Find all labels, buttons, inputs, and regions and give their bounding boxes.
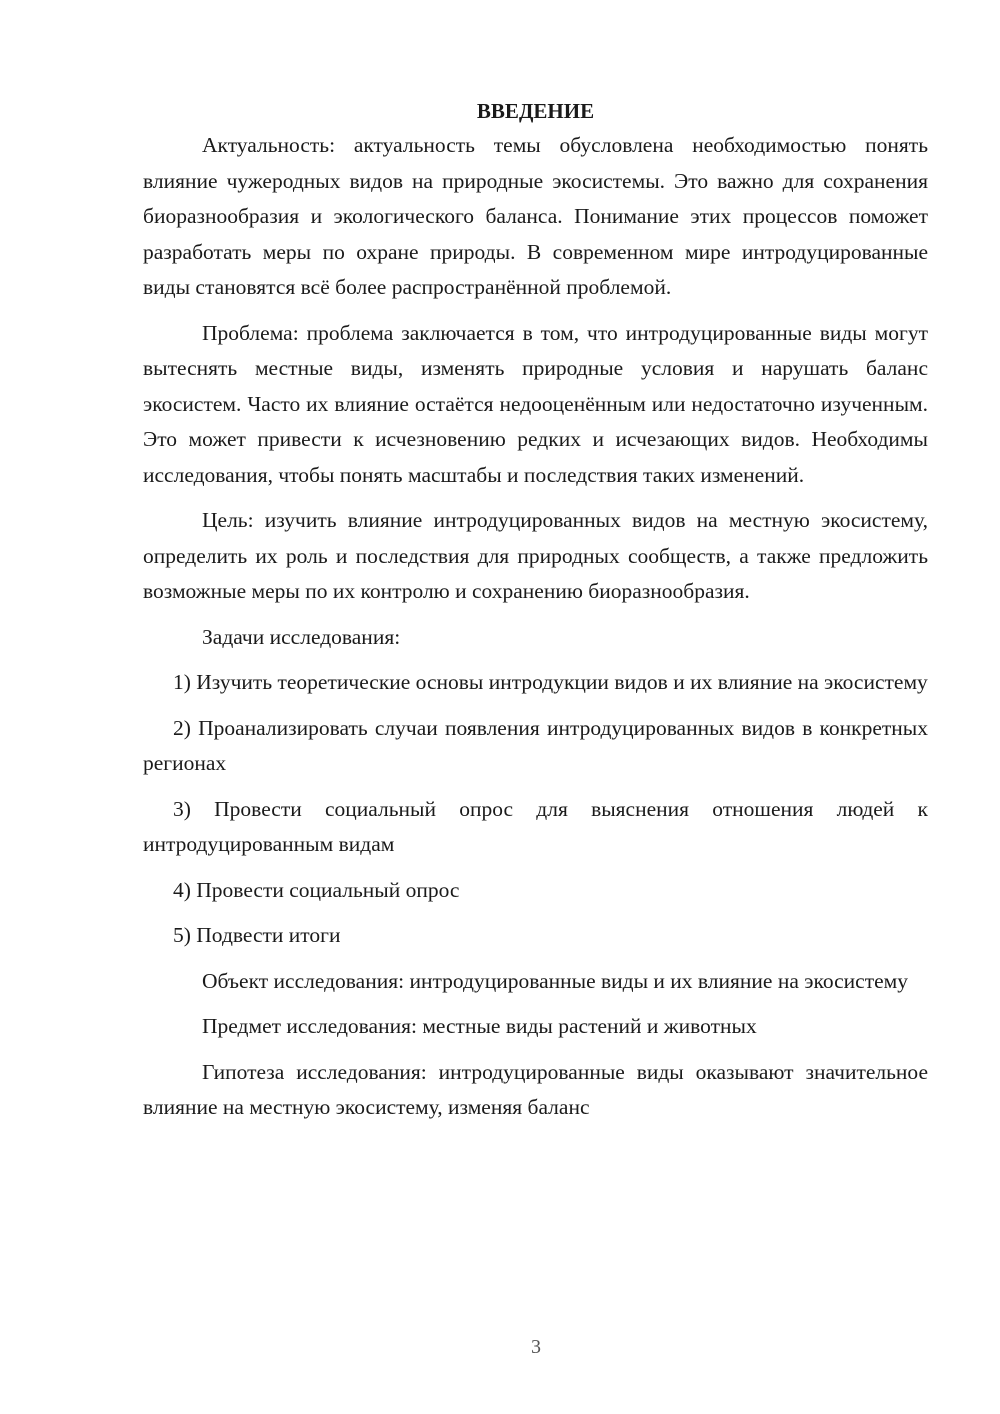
task-item-4: 4) Провести социальный опрос bbox=[173, 877, 460, 902]
task-item-3: 3) Провести социальный опрос для выяснения отношения людей к интродуцированным видам bbox=[143, 796, 928, 856]
subject-paragraph: Предмет исследования: местные виды растений и животных bbox=[202, 1014, 757, 1038]
page-number: 3 bbox=[531, 1336, 541, 1358]
tasks-heading: Задачи исследования: bbox=[202, 624, 401, 649]
task-item-2: 2) Проанализировать случаи появления интродуцированных видов в конкретных регионах bbox=[143, 715, 928, 775]
section-title: ВВЕДЕНИЕ bbox=[476, 99, 595, 123]
relevance-paragraph: Актуальность: актуальность темы обусловлена необходимостью понять влияние чужеродных видов на природные экосистемы. Это важно для сохранения биоразнообразия и экологического баланса. Понимание этих процессов поможет разработать меры по охране природы. В современном мире интродуцированные виды становятся всё более распространённой проблемой. bbox=[143, 133, 928, 299]
document-page bbox=[143, 96, 928, 1136]
problem-paragraph: Проблема: проблема заключается в том, что интродуцированные виды могут вытеснять местные виды, изменять природные условия и нарушать баланс экосистем. Часто их влияние остаётся недооценённым или недостаточно изученным. Это может привести к исчезновению редких и исчезающих видов. Необходимы исследования, чтобы понять масштабы и последствия таких изменений. bbox=[143, 320, 928, 487]
task-item-5: 5) Подвести итоги bbox=[173, 923, 341, 947]
goal-paragraph: Цель: изучить влияние интродуцированных видов на местную экосистему, определить их роль и последствия для природных сообществ, а также предложить возможные меры по их контролю и сохранению биоразнообразия. bbox=[143, 508, 928, 603]
hypothesis-paragraph: Гипотеза исследования: интродуцированные виды оказывают значительное влияние на местную экосистему, изменяя баланс bbox=[143, 1059, 928, 1119]
object-paragraph: Объект исследования: интродуцированные виды и их влияние на экосистему bbox=[202, 968, 909, 993]
task-item-1: 1) Изучить теоретические основы интродукции видов и их влияние на экосистему bbox=[173, 670, 928, 694]
